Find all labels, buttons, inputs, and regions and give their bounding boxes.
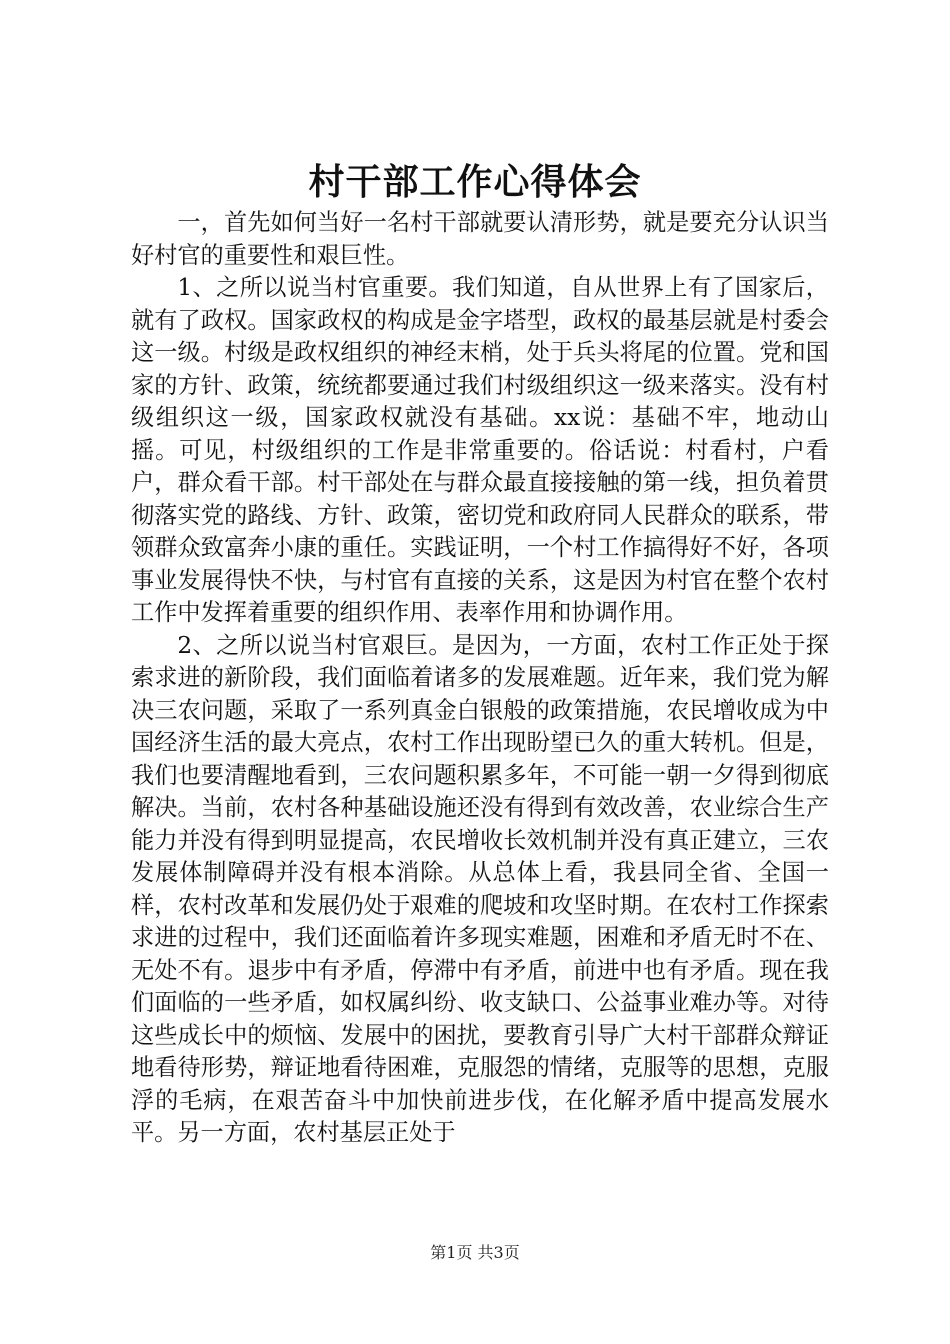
- document-title: 村干部工作心得体会: [308, 161, 642, 203]
- paragraph: 1、之所以说当村官重要。我们知道，自从世界上有了国家后，就有了政权。国家政权的构成是金字塔型，政权的最基层就是村委会这一级。村级是政权组织的神经末梢，处于兵头将尾的位置。党和国家的方针、政策，统统都要通过我们村级组织这一级来落实。没有村级组织这一级，国家政权就没有基础。xx说：基础不牢，地动山摇。可见，村级组织的工作是非常重要的。俗话说：村看村，户看户，群众看干部。村干部处在与群众最直接接触的第一线，担负着贯彻落实党的路线、方针、政策，密切党和政府同人民群众的联系，带领群众致富奔小康的重任。实践证明，一个村工作搞得好不好，各项事业发展得快不快，与村官有直接的关系，这是因为村官在整个农村工作中发挥着重要的组织作用、表率作用和协调作用。: [131, 274, 829, 626]
- paragraph: 2、之所以说当村官艰巨。是因为，一方面，农村工作正处于探索求进的新阶段，我们面临着诸多的发展难题。近年来，我们党为解决三农问题，采取了一系列真金白银般的政策措施，农民增收成为中国经济生活的最大亮点，农村工作出现盼望已久的重大转机。但是，我们也要清醒地看到，三农问题积累多年，不可能一朝一夕得到彻底解决。当前，农村各种基础设施还没有得到有效改善，农业综合生产能力并没有得到明显提高，农民增收长效机制并没有真正建立，三农发展体制障碍并没有根本消除。从总体上看，我县同全省、全国一样，农村改革和发展仍处于艰难的爬坡和攻坚时期。在农村工作探索求进的过程中，我们还面临着许多现实难题，困难和矛盾无时不在、无处不有。退步中有矛盾，停滞中有矛盾，前进中也有矛盾。现在我们面临的一些矛盾，如权属纠纷、收支缺口、公益事业难办等。对待这些成长中的烦恼、发展中的困扰，要教育引导广大村干部群众辩证地看待形势，辩证地看待困难，克服怨的情绪，克服等的思想，克服浮的毛病，在艰苦奋斗中加快前进步伐，在化解矛盾中提高发展水平。另一方面，农村基层正处于: [131, 631, 829, 1146]
- paragraph: 一，首先如何当好一名村干部就要认清形势，就是要充分认识当好村官的重要性和艰巨性。: [131, 209, 829, 269]
- document-body: [131, 207, 829, 1150]
- page-number-footer: 第1页 共3页: [430, 1243, 520, 1262]
